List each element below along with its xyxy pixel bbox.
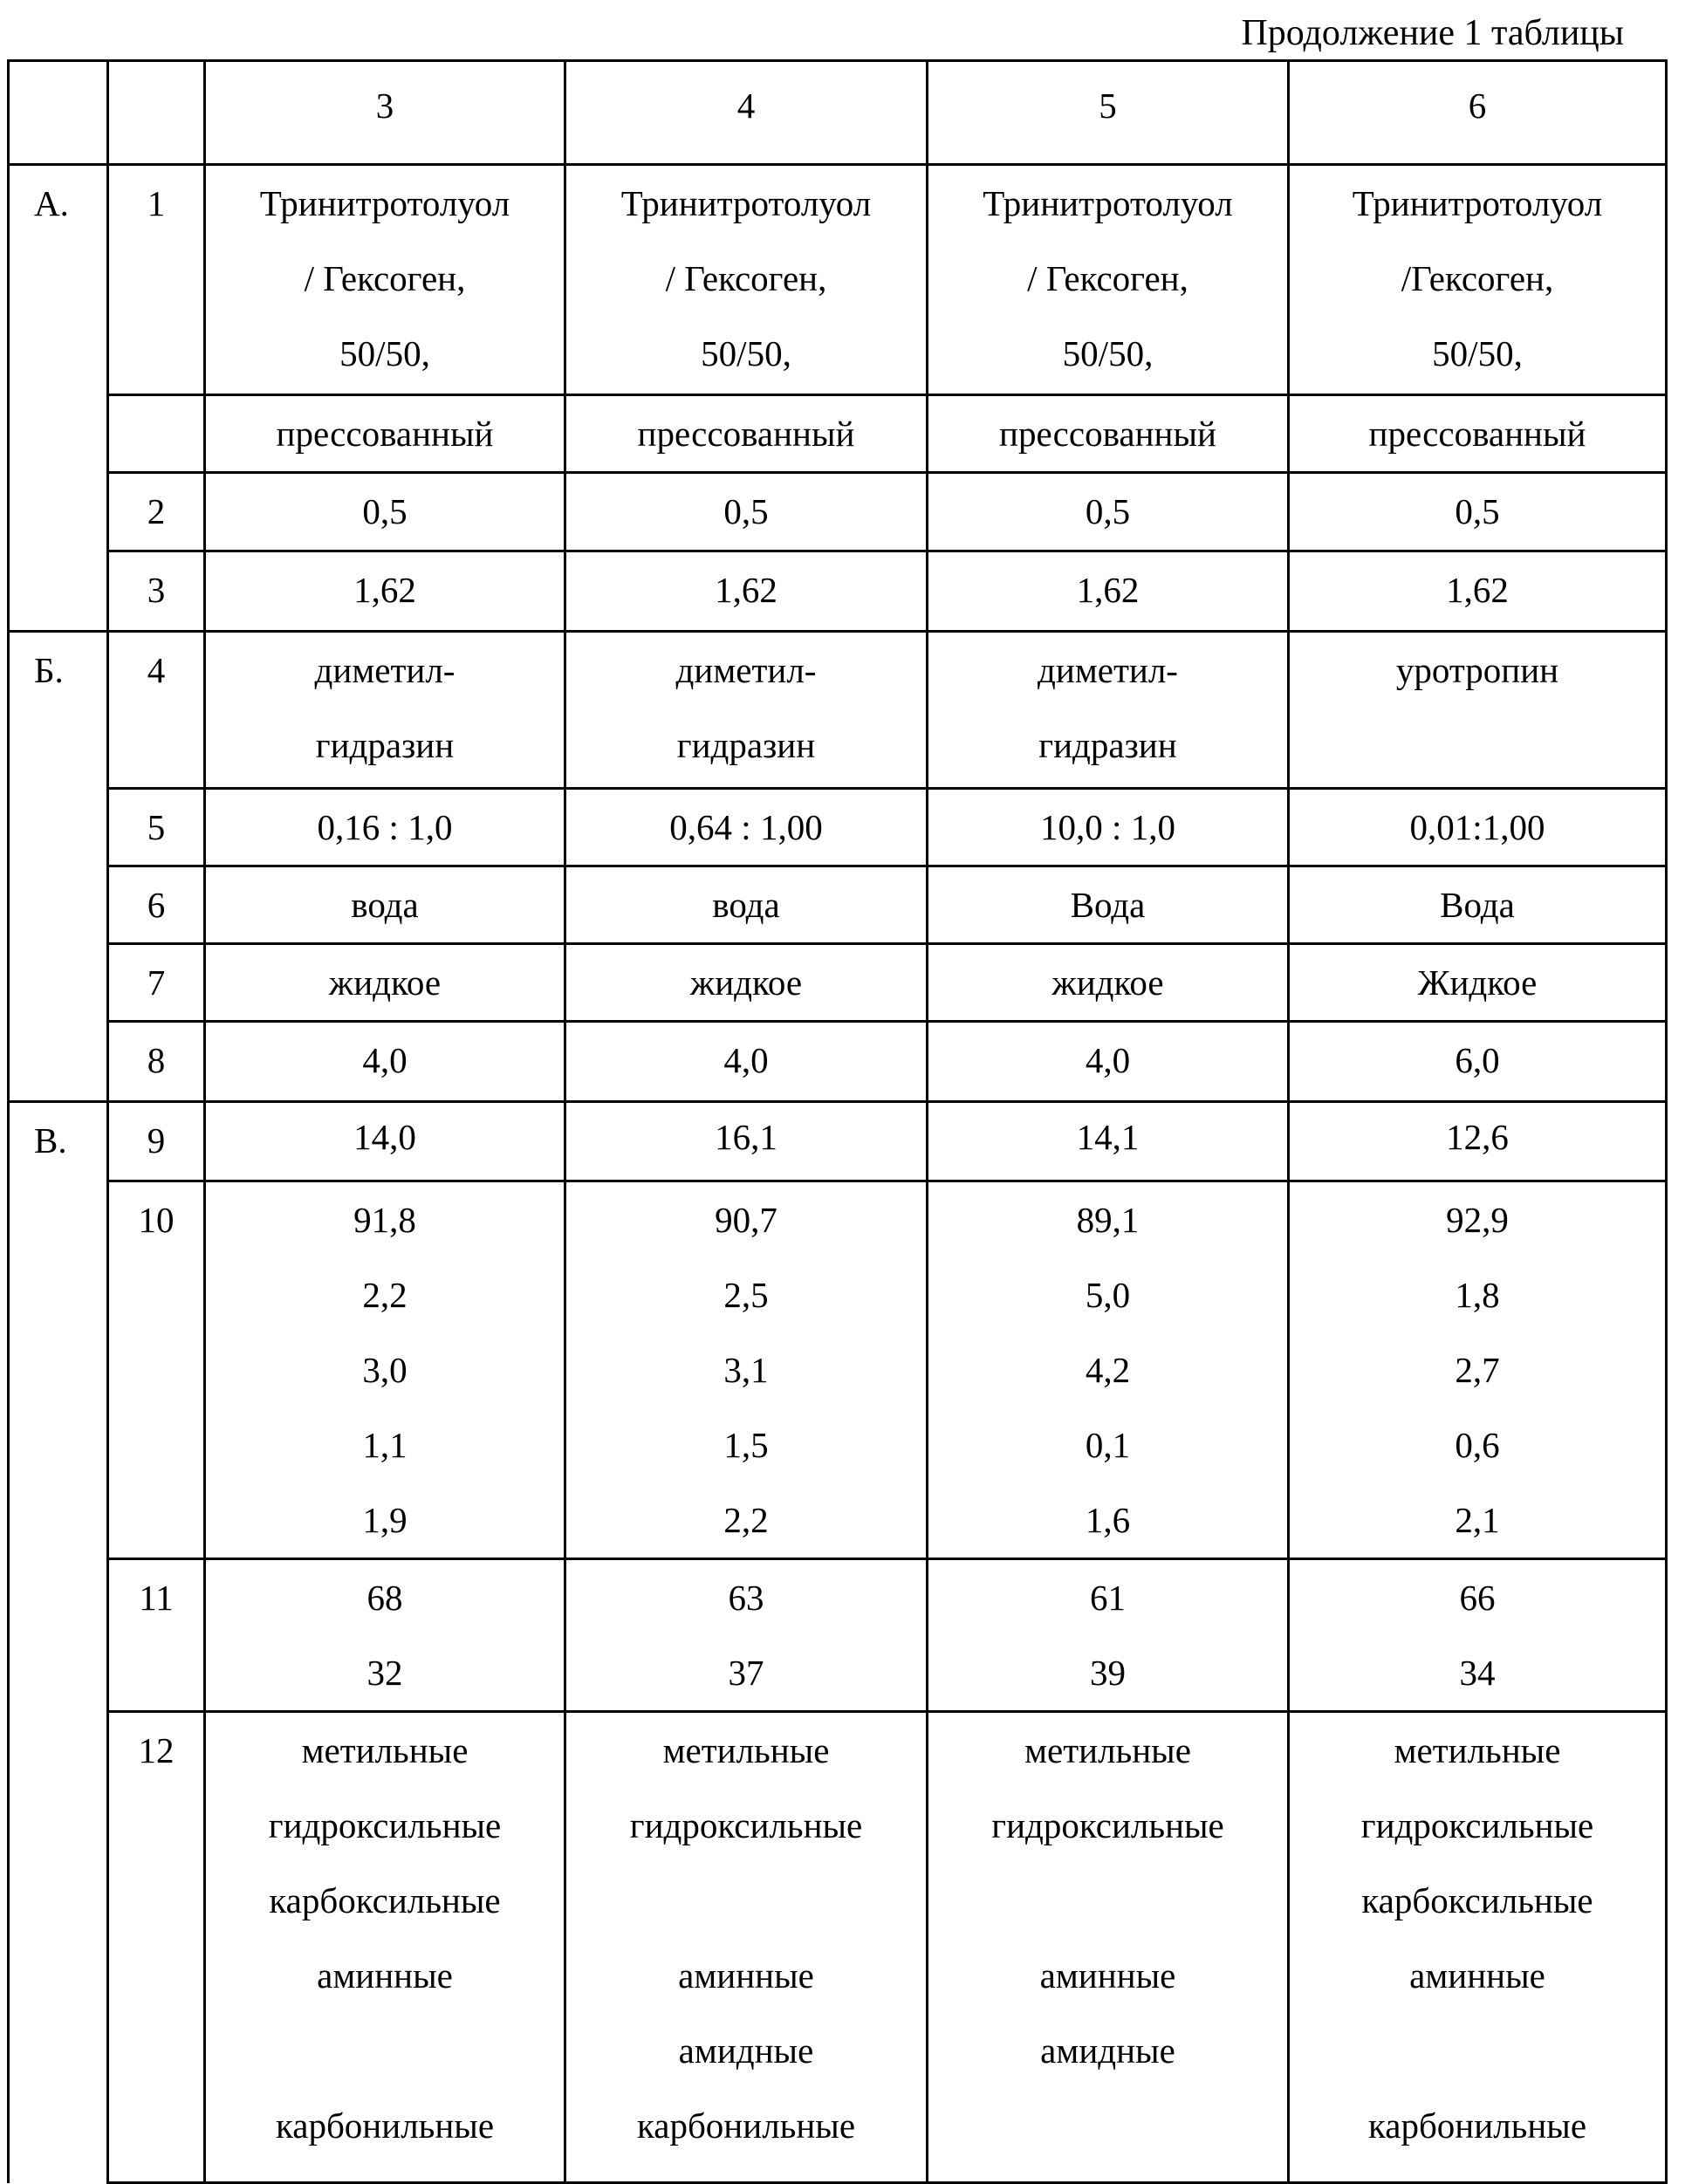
cell-line: гидроксильные bbox=[206, 1788, 564, 1863]
cell-line: 0,1 bbox=[928, 1407, 1287, 1482]
cell-line: гидроксильные bbox=[566, 1788, 926, 1863]
value-cell: 6,0 bbox=[1289, 1022, 1667, 1102]
cell-line: аминные bbox=[928, 1938, 1287, 2013]
value-cell: 0,5 bbox=[928, 473, 1289, 551]
section-label bbox=[9, 551, 108, 632]
section-label bbox=[9, 395, 108, 473]
cell-line: метильные bbox=[206, 1713, 564, 1788]
section-label: А. bbox=[9, 165, 108, 395]
header-cell: 6 bbox=[1289, 61, 1667, 165]
table-row bbox=[9, 1181, 1667, 1559]
row-number: 3 bbox=[108, 551, 205, 632]
cell-line: аминные bbox=[1290, 1938, 1665, 2013]
cell-line: 91,8 bbox=[206, 1182, 564, 1257]
cell-line: 1,9 bbox=[206, 1482, 564, 1558]
cell-line: 50/50, bbox=[1290, 316, 1665, 391]
cell-line: карбоксильные bbox=[206, 1863, 564, 1938]
cell-line: гидразин bbox=[206, 708, 564, 783]
value-cell: вода bbox=[565, 866, 928, 944]
table-row bbox=[9, 944, 1667, 1022]
cell-line: 2,2 bbox=[206, 1257, 564, 1332]
cell-line: 66 bbox=[1290, 1560, 1665, 1635]
row-number: 12 bbox=[108, 1712, 205, 2183]
cell-line: 50/50, bbox=[928, 316, 1287, 391]
value-cell: 0,5 bbox=[565, 473, 928, 551]
row-number: 1 bbox=[108, 165, 205, 395]
value-cell: жидкое bbox=[205, 944, 565, 1022]
cell-line: 5,0 bbox=[928, 1257, 1287, 1332]
value-cell bbox=[928, 165, 1289, 395]
section-label bbox=[9, 1559, 108, 1712]
value-cell: 14,0 bbox=[205, 1102, 565, 1181]
cell-line: 89,1 bbox=[928, 1182, 1287, 1257]
row-number bbox=[108, 395, 205, 473]
cell-line: 2,7 bbox=[1290, 1332, 1665, 1407]
cell-line: 90,7 bbox=[566, 1182, 926, 1257]
cell-line: 37 bbox=[566, 1635, 926, 1710]
value-cell bbox=[565, 632, 928, 789]
value-cell bbox=[928, 1559, 1289, 1712]
cell-line: 1,6 bbox=[928, 1482, 1287, 1558]
header-cell: 4 bbox=[565, 61, 928, 165]
value-cell bbox=[1289, 1712, 1667, 2183]
row-number: 5 bbox=[108, 789, 205, 866]
row-number: 4 bbox=[108, 632, 205, 789]
value-cell: 14,1 bbox=[928, 1102, 1289, 1181]
header-cell bbox=[9, 61, 108, 165]
value-cell: 1,62 bbox=[928, 551, 1289, 632]
value-cell: 12,6 bbox=[1289, 1102, 1667, 1181]
value-cell bbox=[1289, 1559, 1667, 1712]
table-row bbox=[9, 1022, 1667, 1102]
cell-line: 50/50, bbox=[206, 316, 564, 391]
cell-line bbox=[928, 2088, 1287, 2163]
header-cell: 5 bbox=[928, 61, 1289, 165]
value-cell bbox=[565, 1712, 928, 2183]
cell-line: карбонильные bbox=[1290, 2088, 1665, 2163]
cell-line: гидроксильные bbox=[928, 1788, 1287, 1863]
value-cell: 16,1 bbox=[565, 1102, 928, 1181]
cell-line: Тринитротолуол bbox=[928, 166, 1287, 241]
row-number: 6 bbox=[108, 866, 205, 944]
cell-line: Тринитротолуол bbox=[1290, 166, 1665, 241]
row-number: 11 bbox=[108, 1559, 205, 1712]
cell-line: Тринитротолуол bbox=[566, 166, 926, 241]
value-cell bbox=[928, 632, 1289, 789]
cell-line: 92,9 bbox=[1290, 1182, 1665, 1257]
cell-line: 63 bbox=[566, 1560, 926, 1635]
value-cell: 0,64 : 1,00 bbox=[565, 789, 928, 866]
table-row bbox=[9, 165, 1667, 395]
section-label bbox=[9, 1022, 108, 1102]
value-cell bbox=[205, 1712, 565, 2183]
value-cell: 0,5 bbox=[205, 473, 565, 551]
table-continuation-title: Продолжение 1 таблицы bbox=[1241, 12, 1624, 54]
row-number: 7 bbox=[108, 944, 205, 1022]
cell-line: карбонильные bbox=[566, 2088, 926, 2163]
header-cell: 3 bbox=[205, 61, 565, 165]
row-number: 9 bbox=[108, 1102, 205, 1181]
cell-line: амидные bbox=[566, 2013, 926, 2088]
cell-line: 1,8 bbox=[1290, 1257, 1665, 1332]
value-cell: 4,0 bbox=[928, 1022, 1289, 1102]
data-table bbox=[7, 59, 1668, 2184]
value-cell: 1,62 bbox=[205, 551, 565, 632]
value-cell bbox=[565, 1559, 928, 1712]
row-number: 10 bbox=[108, 1181, 205, 1559]
cell-line: 34 bbox=[1290, 1635, 1665, 1710]
section-label bbox=[9, 473, 108, 551]
value-cell: прессованный bbox=[565, 395, 928, 473]
cell-line: гидроксильные bbox=[1290, 1788, 1665, 1863]
section-label bbox=[9, 866, 108, 944]
cell-line bbox=[928, 1863, 1287, 1938]
cell-line: 68 bbox=[206, 1560, 564, 1635]
cell-line: диметил- bbox=[928, 633, 1287, 708]
value-cell bbox=[205, 1181, 565, 1559]
cell-line: / Гексоген, bbox=[928, 241, 1287, 316]
value-cell bbox=[1289, 1181, 1667, 1559]
value-cell: 1,62 bbox=[565, 551, 928, 632]
cell-line: 2,2 bbox=[566, 1482, 926, 1558]
cell-line bbox=[1290, 2013, 1665, 2088]
value-cell bbox=[565, 165, 928, 395]
cell-line: 39 bbox=[928, 1635, 1287, 1710]
cell-line: амидные bbox=[928, 2013, 1287, 2088]
cell-line: аминные bbox=[206, 1938, 564, 2013]
cell-line: метильные bbox=[928, 1713, 1287, 1788]
value-cell bbox=[1289, 165, 1667, 395]
row-number: 8 bbox=[108, 1022, 205, 1102]
cell-line: 4,2 bbox=[928, 1332, 1287, 1407]
value-cell bbox=[205, 1559, 565, 1712]
value-cell: 0,16 : 1,0 bbox=[205, 789, 565, 866]
cell-line bbox=[1290, 708, 1665, 783]
value-cell bbox=[565, 1181, 928, 1559]
value-cell: жидкое bbox=[565, 944, 928, 1022]
header-row bbox=[9, 61, 1667, 165]
row-number: 2 bbox=[108, 473, 205, 551]
value-cell: 4,0 bbox=[565, 1022, 928, 1102]
value-cell: Жидкое bbox=[1289, 944, 1667, 1022]
cell-line: / Гексоген, bbox=[566, 241, 926, 316]
cell-line: диметил- bbox=[566, 633, 926, 708]
value-cell: Вода bbox=[928, 866, 1289, 944]
cell-line: /Гексоген, bbox=[1290, 241, 1665, 316]
table-row bbox=[9, 1559, 1667, 1712]
cell-line: 0,6 bbox=[1290, 1407, 1665, 1482]
cell-line: метильные bbox=[566, 1713, 926, 1788]
value-cell: Вода bbox=[1289, 866, 1667, 944]
cell-line: карбоксильные bbox=[1290, 1863, 1665, 1938]
cell-line: гидразин bbox=[928, 708, 1287, 783]
table-row bbox=[9, 395, 1667, 473]
value-cell bbox=[205, 632, 565, 789]
section-label bbox=[9, 944, 108, 1022]
cell-line: карбонильные bbox=[206, 2088, 564, 2163]
cell-line: 3,1 bbox=[566, 1332, 926, 1407]
table-row bbox=[9, 1712, 1667, 2183]
value-cell bbox=[928, 1181, 1289, 1559]
cell-line: 3,0 bbox=[206, 1332, 564, 1407]
value-cell bbox=[1289, 632, 1667, 789]
value-cell: 1,62 bbox=[1289, 551, 1667, 632]
cell-line: метильные bbox=[1290, 1713, 1665, 1788]
cell-line: Тринитротолуол bbox=[206, 166, 564, 241]
table-row bbox=[9, 473, 1667, 551]
cell-line: 50/50, bbox=[566, 316, 926, 391]
cell-line: 2,5 bbox=[566, 1257, 926, 1332]
table-row bbox=[9, 551, 1667, 632]
value-cell: 4,0 bbox=[205, 1022, 565, 1102]
cell-line: 32 bbox=[206, 1635, 564, 1710]
table-row bbox=[9, 1102, 1667, 1181]
cell-line: уротропин bbox=[1290, 633, 1665, 708]
cell-line: диметил- bbox=[206, 633, 564, 708]
cell-line: аминные bbox=[566, 1938, 926, 2013]
section-label: В. bbox=[9, 1102, 108, 1181]
value-cell: прессованный bbox=[928, 395, 1289, 473]
cell-line: гидразин bbox=[566, 708, 926, 783]
cell-line: 2,1 bbox=[1290, 1482, 1665, 1558]
section-label bbox=[9, 789, 108, 866]
section-label bbox=[9, 1712, 108, 2183]
cell-line bbox=[206, 2013, 564, 2088]
cell-line: 61 bbox=[928, 1560, 1287, 1635]
cell-line: / Гексоген, bbox=[206, 241, 564, 316]
cell-line: 1,5 bbox=[566, 1407, 926, 1482]
table-row bbox=[9, 866, 1667, 944]
table-row bbox=[9, 789, 1667, 866]
value-cell: прессованный bbox=[205, 395, 565, 473]
value-cell: жидкое bbox=[928, 944, 1289, 1022]
header-cell bbox=[108, 61, 205, 165]
value-cell bbox=[205, 165, 565, 395]
section-label: Б. bbox=[9, 632, 108, 789]
value-cell: 0,5 bbox=[1289, 473, 1667, 551]
value-cell: прессованный bbox=[1289, 395, 1667, 473]
value-cell: 10,0 : 1,0 bbox=[928, 789, 1289, 866]
value-cell: 0,01:1,00 bbox=[1289, 789, 1667, 866]
cell-line bbox=[566, 1863, 926, 1938]
section-label bbox=[9, 1181, 108, 1559]
value-cell: вода bbox=[205, 866, 565, 944]
table-row bbox=[9, 632, 1667, 789]
value-cell bbox=[928, 1712, 1289, 2183]
cell-line: 1,1 bbox=[206, 1407, 564, 1482]
